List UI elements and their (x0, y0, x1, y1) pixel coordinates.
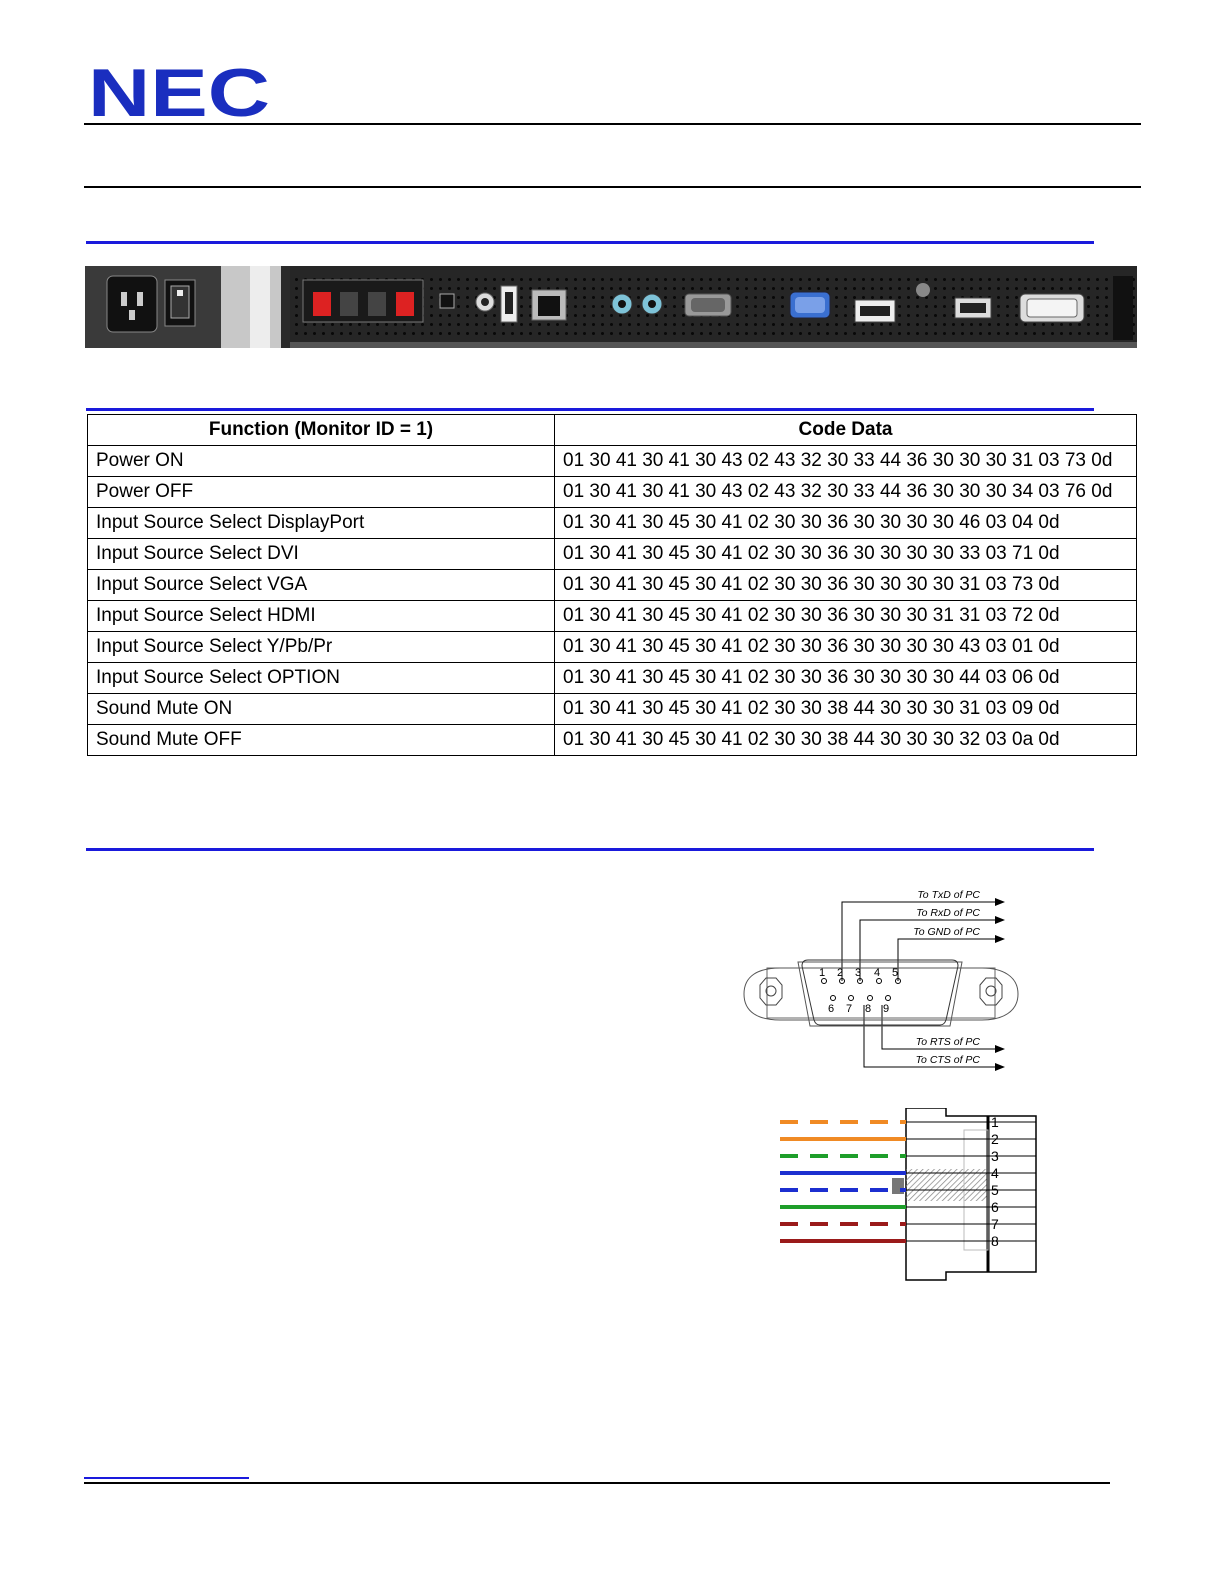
vga-port-icon (790, 292, 830, 318)
audio-jack-icon (440, 294, 454, 308)
rj45-pin-label: 3 (991, 1148, 999, 1164)
code-cell: 01 30 41 30 41 30 43 02 43 32 30 33 44 36 30 30 30 34 03 76 0d (555, 477, 1137, 508)
function-cell: Input Source Select VGA (88, 570, 555, 601)
header-code-data: Code Data (555, 415, 1137, 446)
rj45-wiring-diagram (780, 1108, 1042, 1282)
rs232c-port-icon (685, 294, 731, 316)
code-cell: 01 30 41 30 45 30 41 02 30 30 36 30 30 30 30 31 03 73 0d (555, 570, 1137, 601)
table-row (88, 632, 1137, 663)
label-rxd: To RxD of PC (916, 907, 980, 919)
code-cell: 01 30 41 30 45 30 41 02 30 30 36 30 30 30 30 44 03 06 0d (555, 663, 1137, 694)
pin-label: 8 (864, 1003, 872, 1015)
pin-label: 6 (827, 1003, 835, 1015)
code-cell: 01 30 41 30 41 30 43 02 43 32 30 33 44 36 30 30 30 31 03 73 0d (555, 446, 1137, 477)
label-gnd: To GND of PC (913, 926, 980, 938)
table-row (88, 570, 1137, 601)
code-cell: 01 30 41 30 45 30 41 02 30 30 36 30 30 30 30 43 03 01 0d (555, 632, 1137, 663)
function-cell: Power OFF (88, 477, 555, 508)
code-data-table (87, 414, 1137, 756)
speaker-terminal-icon (303, 280, 423, 322)
section-rule-rear-panel (86, 241, 1094, 244)
rj45-pin-label: 1 (991, 1114, 999, 1130)
pin-label: 7 (845, 1003, 853, 1015)
function-cell: Input Source Select DVI (88, 539, 555, 570)
pin-label: 5 (891, 967, 899, 979)
header-rule-top (84, 123, 1141, 125)
power-switch-icon[interactable] (165, 280, 195, 326)
pin-label: 4 (873, 967, 881, 979)
label-rts: To RTS of PC (915, 1036, 980, 1048)
code-cell: 01 30 41 30 45 30 41 02 30 30 36 30 30 30 30 33 03 71 0d (555, 539, 1137, 570)
code-cell: 01 30 41 30 45 30 41 02 30 30 36 30 30 30 31 31 03 72 0d (555, 601, 1137, 632)
function-cell: Input Source Select Y/Pb/Pr (88, 632, 555, 663)
table-row (88, 477, 1137, 508)
label-txd: To TxD of PC (917, 889, 980, 901)
table-row (88, 508, 1137, 539)
code-cell: 01 30 41 30 45 30 41 02 30 30 38 44 30 30 30 32 03 0a 0d (555, 725, 1137, 756)
function-cell: Input Source Select OPTION (88, 663, 555, 694)
wire-group (780, 1122, 906, 1241)
function-cell: Input Source Select DisplayPort (88, 508, 555, 539)
table-header-row (88, 415, 1137, 446)
function-cell: Input Source Select HDMI (88, 601, 555, 632)
db9-connector-diagram (740, 888, 1025, 1085)
footer-rule (84, 1482, 1110, 1484)
rj45-pin-label: 7 (991, 1216, 999, 1232)
section-rule-code-table (86, 408, 1094, 411)
hdmi-port-icon (955, 298, 991, 318)
pin-label: 3 (854, 967, 862, 979)
rear-panel-image (85, 266, 1137, 348)
function-cell: Sound Mute OFF (88, 725, 555, 756)
table-row (88, 663, 1137, 694)
power-inlet-icon (107, 276, 157, 332)
dvi-port-icon (1020, 294, 1084, 322)
ethernet-port-icon (532, 290, 566, 320)
rj45-pin-label: 6 (991, 1199, 999, 1215)
rj45-pin-label: 2 (991, 1131, 999, 1147)
pin-label: 9 (882, 1003, 890, 1015)
function-cell: Power ON (88, 446, 555, 477)
nec-logo (88, 64, 273, 120)
code-cell: 01 30 41 30 45 30 41 02 30 30 36 30 30 30 30 46 03 04 0d (555, 508, 1137, 539)
header-rule-bottom (84, 186, 1141, 188)
table-row (88, 725, 1137, 756)
header-function: Function (Monitor ID = 1) (88, 415, 555, 446)
pin-label: 2 (836, 967, 844, 979)
displayport-port-icon (855, 300, 895, 322)
function-cell: Sound Mute ON (88, 694, 555, 725)
rj45-pin-label: 5 (991, 1182, 999, 1198)
pin-label: 1 (818, 967, 826, 979)
rj45-pin-label: 4 (991, 1165, 999, 1181)
label-cts: To CTS of PC (915, 1054, 980, 1066)
table-row (88, 539, 1137, 570)
rj45-pin-label: 8 (991, 1233, 999, 1249)
usb-port-icon (501, 286, 517, 322)
table-row (88, 694, 1137, 725)
table-row (88, 601, 1137, 632)
logo-text: NEC (88, 64, 270, 120)
table-row (88, 446, 1137, 477)
section-rule-wiring (86, 848, 1094, 851)
footer-link-underline[interactable] (84, 1477, 249, 1479)
code-cell: 01 30 41 30 45 30 41 02 30 30 38 44 30 30 30 31 03 09 0d (555, 694, 1137, 725)
